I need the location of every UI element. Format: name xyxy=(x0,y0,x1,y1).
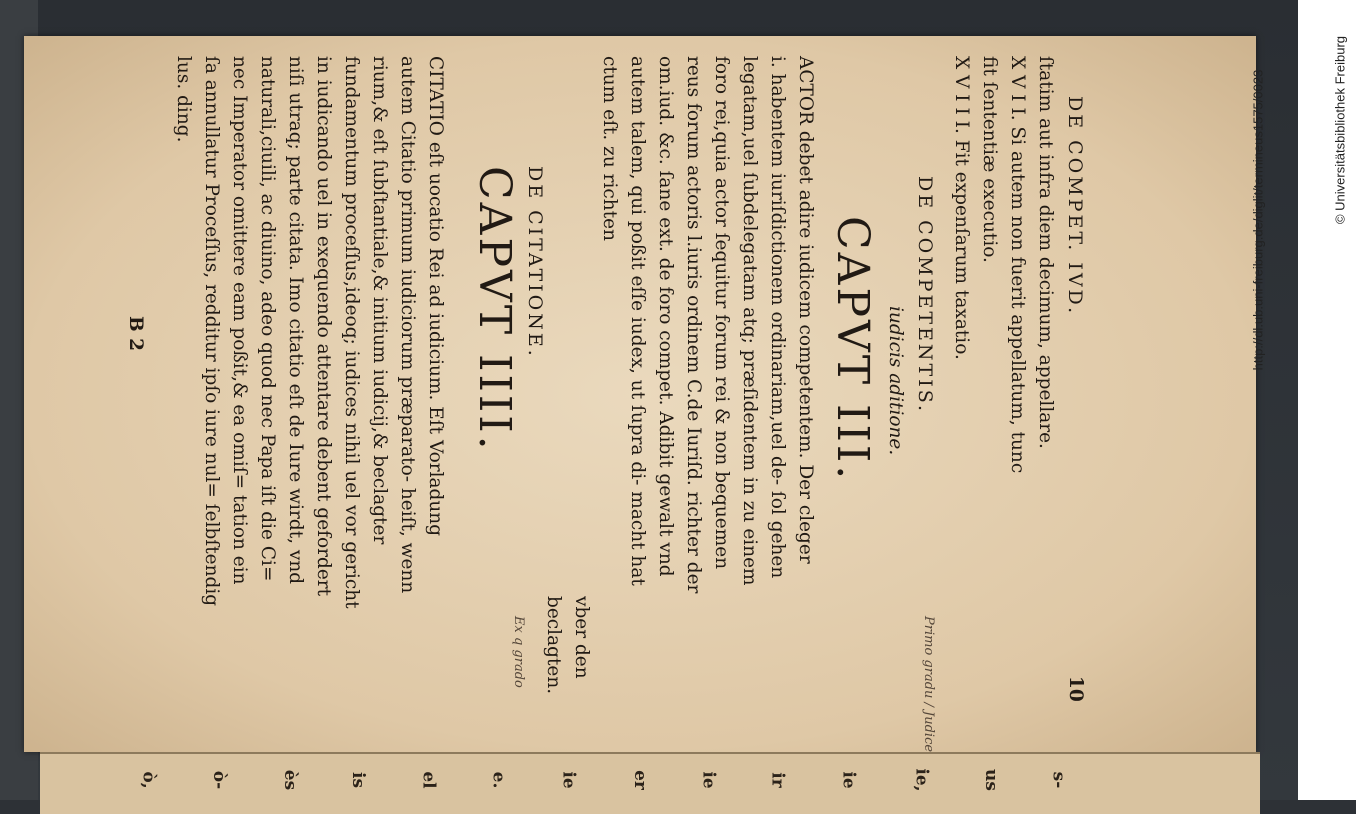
facing-page-fragment: ò, xyxy=(138,771,159,789)
facing-page-fragment: ès xyxy=(280,769,301,791)
facing-page-fragment: us xyxy=(980,769,1001,791)
body-line: ctum eſt. zu richten xyxy=(599,56,620,241)
running-head: DE COMPET. IVD. xyxy=(1064,96,1086,317)
text-line: fit ſententiæ executio. xyxy=(979,56,1000,263)
facing-page-fragment: ir xyxy=(767,772,788,788)
body-line: lus. ding. xyxy=(173,56,194,143)
facing-page-fragment: er xyxy=(629,770,650,790)
text-line: X V I I. Si autem non fuerit appellatum, tunc xyxy=(1007,56,1028,474)
body-line: rium,& eſt ſubſtantiale,& initium iudicij,& beclagter xyxy=(369,56,390,545)
section-subtitle: iudicis aditione. xyxy=(885,306,906,456)
body-line: i. habentem iuriſdictionem ordinariam,uel de- ſol gehen xyxy=(767,56,788,579)
facing-page-fragment: el xyxy=(418,771,439,789)
text-line: ſtatim aut infra diem decimum, appellare. xyxy=(1035,56,1056,449)
page-number: 10 xyxy=(1065,676,1086,702)
facing-page-fragment: ie xyxy=(698,771,719,789)
viewer-sidebar xyxy=(1250,0,1356,800)
facing-page-edge xyxy=(40,752,1260,814)
chapter-heading: CAPVT IIII. xyxy=(469,166,520,453)
body-line: CITATIO eſt uocatio Rei ad iudicium. Eſt Vorladung xyxy=(425,56,446,537)
facing-page-fragment: is xyxy=(348,771,369,789)
body-line: ſa annullatur Proceſſus, redditur ipſo iure nul= ſelbſtendig xyxy=(201,56,222,607)
body-line: autem Citatio primum iudiciorum præparato- heiſt, wenn xyxy=(397,56,418,594)
body-line: fundamentum proceſſus,ideoq; iudices nihil uel vor gericht xyxy=(341,56,362,609)
body-line: foro rei,quia actor ſequitur forum rei & non bequemen xyxy=(711,56,732,570)
facing-page-fragment: ò- xyxy=(209,770,230,790)
source-url[interactable]: http://dl.ub.uni-freiburg.de/diglit/termineus1575/0023 xyxy=(1250,69,1266,371)
body-line: legatam,uel ſubdelegatam atq; præſidentem in zu einem xyxy=(739,56,760,586)
facing-page-fragment: s- xyxy=(1048,771,1069,789)
chapter-heading: CAPVT III. xyxy=(827,216,878,483)
facing-page-text xyxy=(40,760,1260,808)
body-line: naturali,ciuili, ac diuino, adeo quod nec Papa iſt die Ci= xyxy=(257,56,278,582)
copyright-notice: © Universitätsbibliothek Freiburg xyxy=(1332,35,1348,225)
handwritten-marginalia: Primo gradu / Judice xyxy=(921,616,936,753)
body-line: nec Imperator omittere eam poßit,& ea omiſ= tation ein xyxy=(229,56,250,585)
body-line: vber den xyxy=(571,596,592,679)
text-line: X V I I I. Fit expenſarum taxatio. xyxy=(951,56,972,360)
section-title: DE CITATIONE. xyxy=(524,166,546,359)
body-line: ACTOR debet adire iudicem competentem. Der cleger xyxy=(795,56,816,564)
body-line: beclagten. xyxy=(543,596,564,695)
page-signature: B 2 xyxy=(125,316,146,351)
section-title: DE COMPETENTIS. xyxy=(914,176,936,415)
facing-page-fragment: ie xyxy=(838,771,859,789)
facing-page-fragment: ie xyxy=(558,771,579,789)
facing-page-fragment: e. xyxy=(488,771,509,789)
body-line: in iudicando uel in exequendo attentare debent gefordert xyxy=(313,56,334,597)
page-text-block xyxy=(86,56,1086,753)
body-line: niſi utraq; parte citata. Imo citatio eſt de Iure wirdt, vnd xyxy=(285,56,306,585)
body-line: om.iud. &c. ſane ext. de foro compet. Adibit gewalt vnd xyxy=(655,56,676,577)
handwritten-marginalia: Ex q grado xyxy=(511,616,526,688)
body-line: reus forum actoris l.iuris ordinem C.de Iuriſd. richter der xyxy=(683,56,704,594)
facing-page-fragment: ie, xyxy=(911,768,932,792)
body-line: autem talem, qui poßit eſſe iudex, ut ſupra di- macht hat xyxy=(627,56,648,586)
